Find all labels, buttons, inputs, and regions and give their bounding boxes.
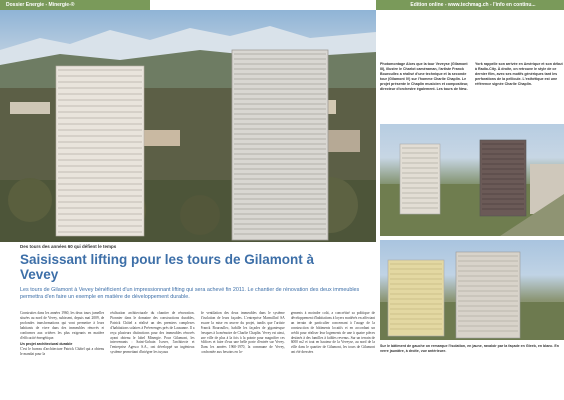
photo3-illustration <box>380 240 564 340</box>
caption-isolation: Sur le bâtiment de gauche on remarque l'isolation, en jaune, ravaloir par la façade en Gleeb, en blanc. En verre jaunâtre, à droite, vue antérieure. <box>380 344 559 353</box>
photo-towers-isolation <box>380 240 564 340</box>
article-column-2: réalisation architecturale du chantier de rénovation. Pionnier dans le domaine des constructions durables, Patrick Châtel a réalisé un des premiers complexes d'habitations solaires à Préverenges près de Lausanne. Il a reçu plusieurs distinctions pour des immeubles rénovés ayant obtenu le label Minergie. Pour Gilamont, les intervenants : Saint-Gobain Isover, l'architecte et l'entreprise Agesco S.A., ont développé un ingénieux système permettant d'intégrer les tuyaux <box>110 311 195 355</box>
section-header: Dossier Energie - Minergie-® <box>0 0 150 10</box>
photo2-illustration <box>380 124 564 236</box>
article-kicker: Des tours des années 60 qui défient le temps <box>20 244 117 249</box>
caption-photomontage: Photomontage Alors que la tour Veveyse (Gilamont III), illustre le Charlot caméraman, l'artiste Franck Bouroullec a réalisé d'une technique et la seconde tour (Gilamont IV) sur l'homme Charlie Chaplin. Le projet présente le Chaplin musicien et compositeur, directeur d'orchestre également. Les tours de New-York rappelle son arrivée en Amérique et son début à Radio-City. À droite, on retrouve le style de ce dernier film, avec ses motifs génériques tant les perforations de la pellicule. L'esthétique est une référence signée Charlie Chaplin. <box>380 62 563 91</box>
right-tower-scaffolding <box>232 50 328 240</box>
col1-subhead: Un projet architectural durable <box>20 342 73 347</box>
article-column-1 <box>20 311 104 395</box>
col1-text: Construites dans les années 1960, les deux tours jumelles situées au nord de Vevey, subissent, depuis mai 2009, de profondes transformations qui vont permettre à leurs habitants de vivre dans des immeubles rénovés et conformes aux critères les plus exigeants en matière d'efficacité énergétique. <box>20 311 105 340</box>
article-column-4: gements à moindre coût, a concrétisé sa politique de développement d'habitations à loyers modérés en affectant un terrain de particulier concernant à l'usage de la construction de bâtiments locatifs et en accordant un crédit pour réaliser leur logements de une à quatre pièces destinés à des familles à faibles revenus. Sur un terrain de 6000 m2 et tout en hauteur de la Veveyse, au nord de la ville dans le quartier de Gilamont, les tours de Gilamont ont été dressées <box>290 311 375 355</box>
left-tower <box>56 66 144 236</box>
online-banner: Edition online - www.techmag.ch - l'info en continu... <box>376 0 564 10</box>
article-lead: Les tours de Gilamont à Vevey bénéficient d'un impressionnant lifting qui sera achevé fin 2011. Le chantier de rénovation des deux immeubles permettra d'en faire un exemple en matière de développement durable. <box>20 287 360 300</box>
article-headline: Saisissant lifting pour les tours de Gilamont à Vevey <box>20 252 315 282</box>
main-photo-illustration <box>0 10 376 242</box>
main-photo-towers <box>0 10 376 242</box>
article-body <box>20 311 375 395</box>
photo-towers-side <box>380 124 564 236</box>
article-column-3: de ventilation des deux immeubles dans le système d'isolation de leurs façades. L'entreprise Marmillod SA assure la mise en œuvre du projet, tandis que l'artiste Franck Bouroullec, habille les façades de gigantesque fresques à la mémoire de Charlie Chaplin. Vevey est ainsi, une ville de plus à la fois à la pointe pour magnifier ces édifices et faire d'eux une belle porte d'entrée sur Vevey. Dans les années 1960-1970, la commune de Vevey, confrontée aux besoins en lo- <box>200 311 285 355</box>
col1b-text: C'est le bureau d'architecture Patrick Châtel qui a obtenu le mandat pour la <box>20 347 105 357</box>
